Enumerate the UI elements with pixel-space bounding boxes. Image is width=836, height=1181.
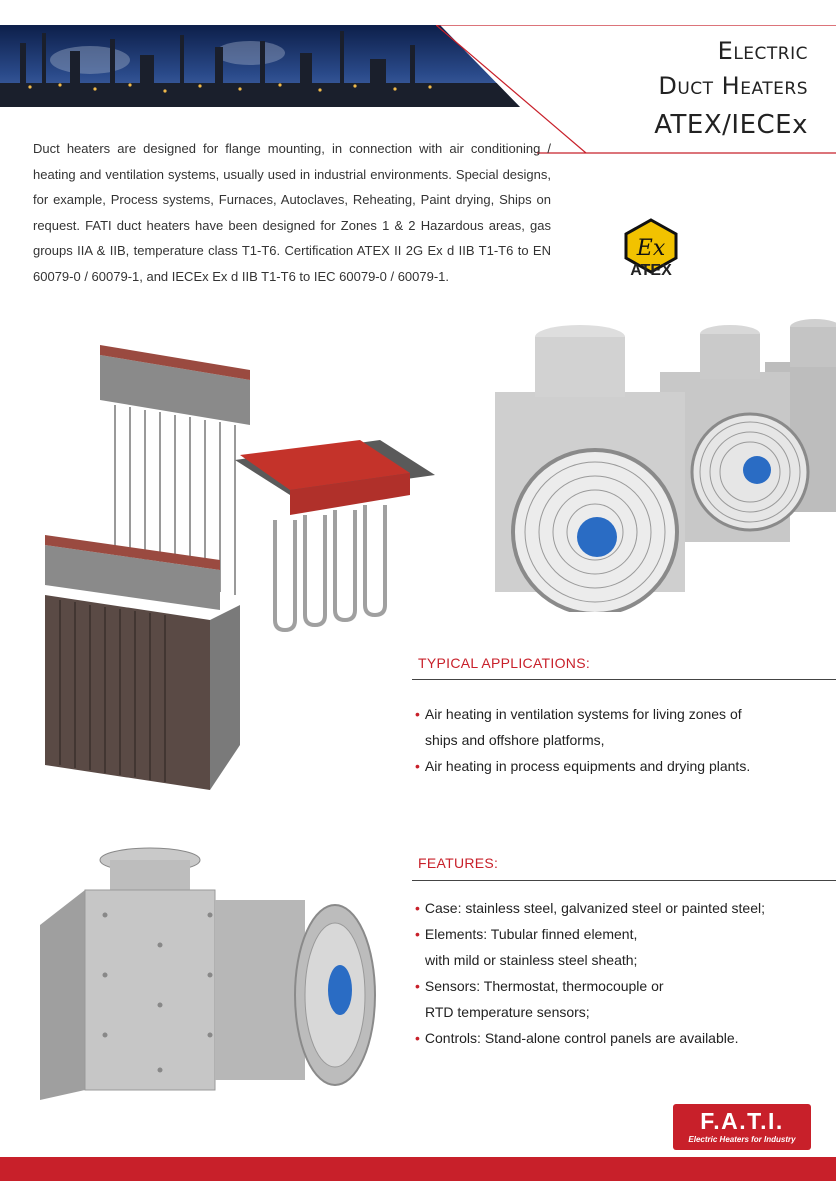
list-item bbox=[415, 973, 825, 1025]
logo-name: F.A.T.I. bbox=[700, 1108, 784, 1134]
bullet-icon: • bbox=[415, 758, 420, 774]
title-line-2: Duct Heaters bbox=[658, 72, 808, 100]
list-item bbox=[415, 921, 825, 973]
duct-heater-elements-image bbox=[40, 345, 440, 800]
title-line-3: ATEX/IECEx bbox=[654, 110, 808, 140]
list-item bbox=[415, 895, 825, 921]
list-item-text: Case: stainless steel, galvanized steel or painted steel; bbox=[424, 900, 765, 916]
bullet-icon: • bbox=[415, 706, 420, 722]
title-line-1: Electric bbox=[717, 37, 808, 65]
list-item-text: Controls: Stand-alone control panels are available. bbox=[424, 1030, 739, 1046]
list-item-text: Elements: Tubular finned element, bbox=[424, 926, 638, 942]
atex-label: ATEX bbox=[630, 262, 672, 279]
list-item-text: with mild or stainless steel sheath; bbox=[425, 952, 638, 968]
list-item-text: ships and offshore platforms, bbox=[425, 732, 605, 748]
bullet-icon: • bbox=[415, 926, 420, 942]
applications-title: TYPICAL APPLICATIONS: bbox=[418, 655, 591, 671]
bullet-icon: • bbox=[415, 1030, 420, 1046]
intro-paragraph: Duct heaters are designed for flange mounting, in connection with air conditioning / heating and ventilation systems, usually used in industrial environments. Special designs, for example, Process systems, Furnaces, Autoclaves, Reheating, Paint drying, Ships on request. FATI duct heaters have been designed for Zones 1 & 2 Hazardous areas, gas groups IIA & IIB, temperature class T1-T6. Certification ATEX II 2G Ex d IIB T1-T6 to EN 60079-0 / 60079-1, and IECEx Ex d IIB T1-T6 to IEC 60079-0 / 60079-1. bbox=[33, 141, 551, 284]
logo-tagline: Electric Heaters for Industry bbox=[688, 1135, 796, 1144]
bullet-icon: • bbox=[415, 900, 420, 916]
list-item-text: RTD temperature sensors; bbox=[425, 1004, 590, 1020]
fati-logo bbox=[673, 1104, 811, 1150]
list-item-text: Sensors: Thermostat, thermocouple or bbox=[424, 978, 664, 994]
bullet-icon: • bbox=[415, 978, 420, 994]
features-title: FEATURES: bbox=[418, 855, 499, 871]
duct-heater-fans-image bbox=[495, 312, 836, 612]
features-list bbox=[415, 895, 825, 1051]
features-divider bbox=[412, 880, 836, 881]
list-item-text: Air heating in process equipments and drying plants. bbox=[424, 758, 751, 774]
footer-bar bbox=[0, 1157, 836, 1181]
applications-list bbox=[415, 701, 825, 779]
applications-divider bbox=[412, 679, 836, 680]
atex-symbol: Ex bbox=[636, 236, 666, 261]
list-item bbox=[415, 1025, 825, 1051]
list-item bbox=[415, 753, 825, 779]
duct-heater-unit-image bbox=[35, 845, 405, 1110]
list-item bbox=[415, 701, 825, 753]
list-item-text: Air heating in ventilation systems for living zones of bbox=[424, 706, 742, 722]
